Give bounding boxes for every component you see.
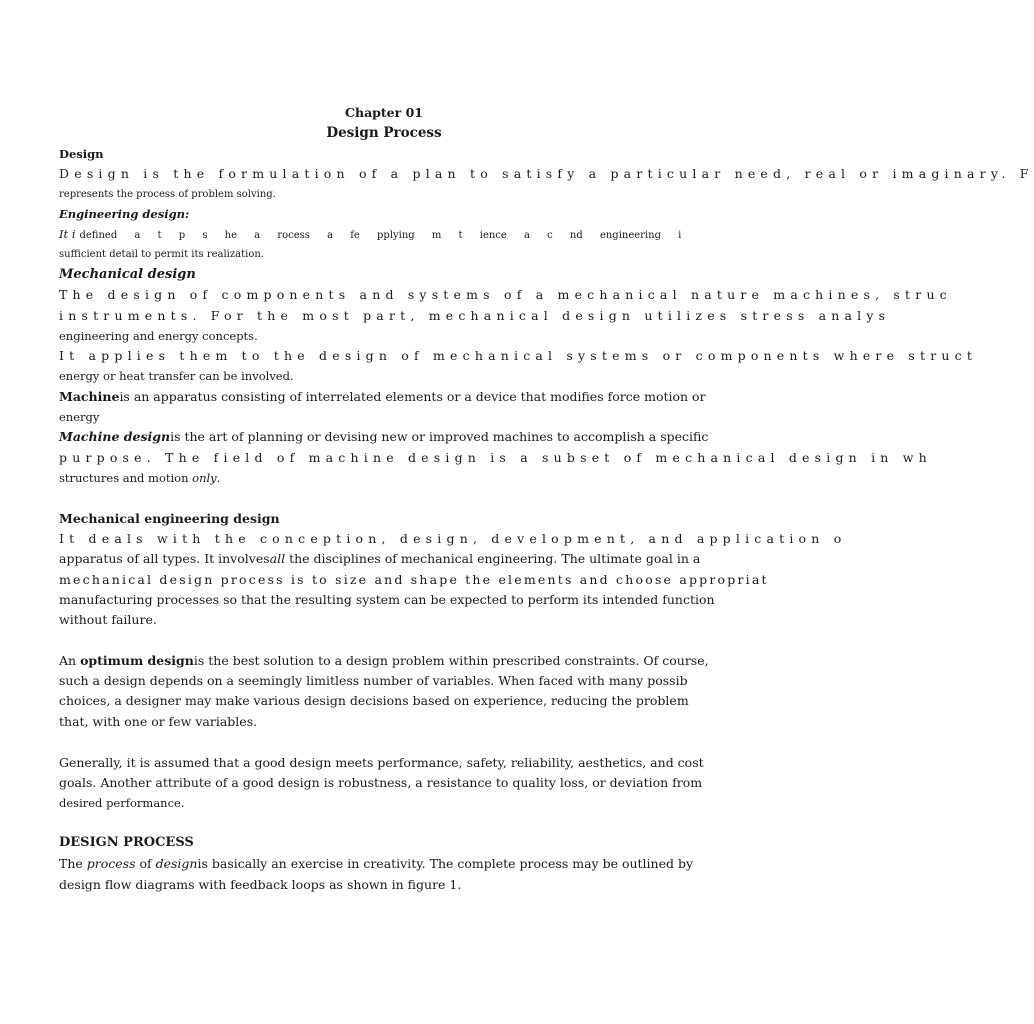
engineering-design-broken-text: defined a t p s he a rocess a fe pplying m t ience a c nd engineering i bbox=[79, 230, 682, 241]
dp-design: design bbox=[155, 856, 198, 871]
motion-only: only bbox=[192, 471, 217, 485]
machine-def-text: is an apparatus consisting of interrelated elements or a device that modifies force motion or bbox=[119, 389, 706, 404]
chapter-title: Design Process bbox=[326, 125, 442, 141]
optimum-line-4: that, with one or few variables. bbox=[59, 714, 258, 729]
machine-design-definition bbox=[59, 429, 819, 445]
design-process-line-2: design flow diagrams with feedback loops as shown in figure 1. bbox=[59, 877, 462, 892]
mechanical-design-line-2: instruments. For the most part, mechanical design utilizes stress analys bbox=[59, 308, 891, 323]
machine-design-term: Machine design bbox=[59, 429, 171, 444]
dp-the: The bbox=[59, 856, 87, 871]
optimum-line-2: such a design depends on a seemingly limitless number of variables. When faced with many possib bbox=[59, 673, 688, 688]
machine-definition bbox=[59, 389, 819, 405]
design-process-heading: DESIGN PROCESS bbox=[59, 835, 194, 850]
dp-process: process bbox=[86, 856, 136, 871]
dp-of: of bbox=[135, 856, 156, 871]
engineering-design-lead: It i bbox=[59, 227, 76, 241]
mech-eng-design-line-4: manufacturing processes so that the resulting system can be expected to perform its intended function bbox=[59, 592, 715, 607]
machine-term: Machine bbox=[59, 389, 120, 404]
mechanical-design-heading: Mechanical design bbox=[59, 267, 196, 282]
engineering-design-line-1 bbox=[59, 226, 819, 244]
mechanical-design-line-3: engineering and energy concepts. bbox=[59, 329, 258, 343]
mech-eng-design-heading: Mechanical engineering design bbox=[59, 511, 280, 526]
optimum-line-3: choices, a designer may make various design decisions based on experience, reducing the problem bbox=[59, 693, 689, 708]
dp-line1-text: is basically an exercise in creativity. The complete process may be outlined by bbox=[197, 856, 694, 871]
mech-eng-line2-b: the disciplines of mechanical engineering. The ultimate goal in a bbox=[285, 551, 701, 566]
design-line-2: represents the process of problem solving. bbox=[59, 189, 276, 200]
mechanical-design-line-4: It applies them to the design of mechanical systems or components where struct bbox=[59, 348, 978, 363]
design-process-line-1 bbox=[59, 856, 819, 872]
machine-design-def-text: is the art of planning or devising new or improved machines to accomplish a specific bbox=[170, 429, 709, 444]
chapter-number: Chapter 01 bbox=[345, 105, 423, 120]
motion-line bbox=[59, 470, 819, 486]
mech-eng-design-line-2 bbox=[59, 551, 819, 567]
optimum-line-1 bbox=[59, 653, 819, 669]
optimum-an: An bbox=[59, 653, 81, 668]
motion-end: . bbox=[216, 471, 221, 485]
design-line-1: Design is the formulation of a plan to satisfy a particular need, real or imaginary. F bbox=[59, 166, 1034, 181]
mechanical-design-line-1: The design of components and systems of a mechanical nature machines, struc bbox=[59, 287, 952, 302]
engineering-design-heading: Engineering design: bbox=[59, 207, 190, 221]
mech-eng-all: all bbox=[269, 551, 286, 566]
machine-def-energy: energy bbox=[59, 410, 100, 424]
generally-line-2: goals. Another attribute of a good design is robustness, a resistance to quality loss, or deviation from bbox=[59, 775, 703, 790]
mech-eng-design-line-5: without failure. bbox=[59, 612, 157, 627]
mech-eng-line2-a: apparatus of all types. It involves bbox=[59, 551, 270, 566]
mech-eng-design-line-3: mechanical design process is to size and shape the elements and choose appropriat bbox=[59, 572, 769, 587]
optimum-design-term: optimum design bbox=[80, 653, 194, 668]
design-heading: Design bbox=[59, 147, 104, 161]
generally-line-3: desired performance. bbox=[59, 796, 185, 810]
purpose-line: purpose. The field of machine design is a subset of mechanical design in wh bbox=[59, 450, 932, 465]
motion-line-text: structures and motion bbox=[59, 471, 193, 485]
generally-line-1: Generally, it is assumed that a good design meets performance, safety, reliability, aesthetics, and cost bbox=[59, 755, 704, 770]
mech-eng-design-line-1: It deals with the conception, design, development, and application o bbox=[59, 531, 847, 546]
engineering-design-line-2: sufficient detail to permit its realization. bbox=[59, 249, 264, 260]
optimum-line1-text: is the best solution to a design problem within prescribed constraints. Of course, bbox=[193, 653, 709, 668]
mechanical-design-line-5: energy or heat transfer can be involved. bbox=[59, 369, 294, 383]
